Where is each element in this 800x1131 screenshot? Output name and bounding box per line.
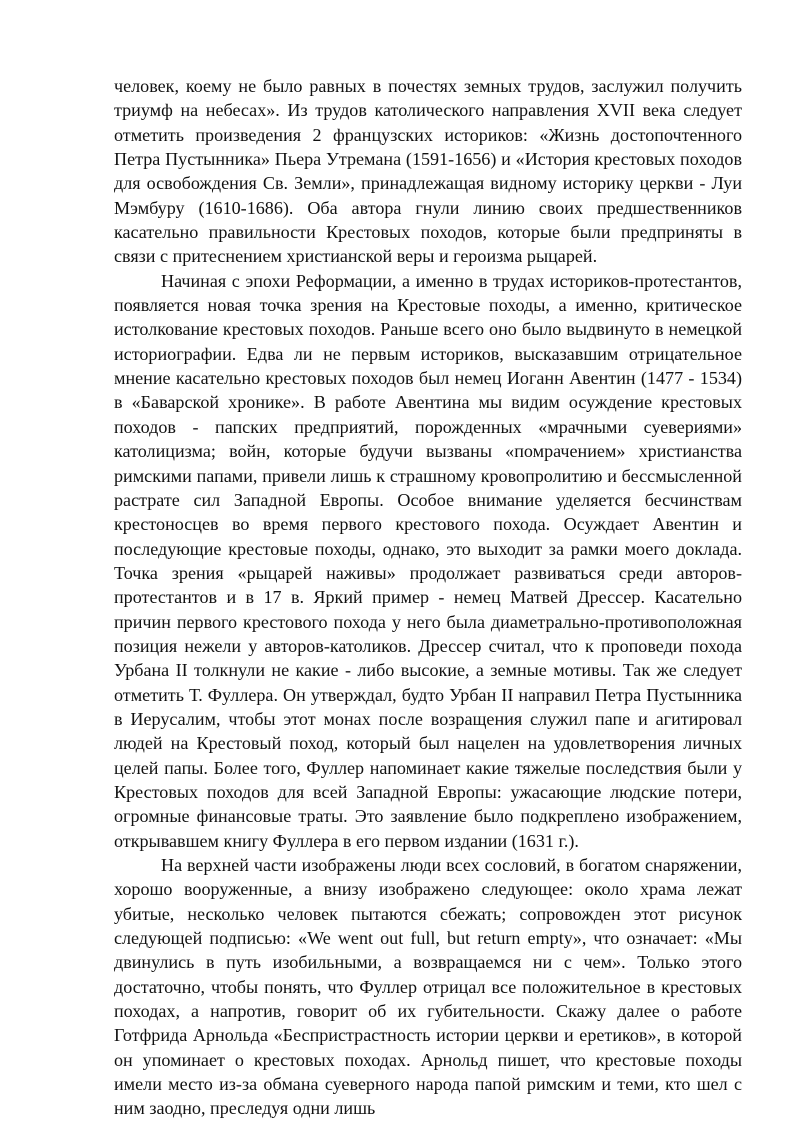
paragraph-2: Начиная с эпохи Реформации, а именно в трудах историков-протестантов, появляется новая точка зрения на Крестовые походы, а именно, критическое истолкование крестовых походов. Раньше всего оно было выдвинуто в немецкой историографии. Едва ли не первым историков, высказавшим отрицательное мнение касательно крестовых походов был немец Иоганн Авентин (1477 - 1534) в «Баварской хронике». В работе Авентина мы видим осуждение крестовых походов - папских предприятий, порожденных «мрачными суевериями» католицизма; войн, которые будучи вызваны «помрачением» христианства римскими папами, привели лишь к страшному кровопролитию и бессмысленной растрате сил Западной Европы. Особое внимание уделяется бесчинствам крестоносцев во время первого крестового похода. Осуждает Авентин и последующие крестовые походы, однако, это выходит за рамки моего доклада. Точка зрения «рыцарей наживы» продолжает развиваться среди авторов-протестантов и в 17 в. Яркий пример - немец Матвей Дрессер. Касательно причин первого крестового похода у него была диаметрально-противоположная позиция нежели у авторов-католиков. Дрессер считал, что к проповеди похода Урбана II толкнули не какие - либо высокие, а земные мотивы. Так же следует отметить Т. Фуллера. Он утверждал, будто Урбан II направил Петра Пустынника в Иерусалим, чтобы этот монах после возращения служил папе и агитировал людей на Крестовый поход, который был нацелен на удовлетворения личных целей папы. Более того, Фуллер напоминает какие тяжелые последствия были у Крестовых походов для всей Западной Европы: ужасающие людские потери, огромные финансовые траты. Это заявление было подкреплено изображением, открывавшем книгу Фуллера в его первом издании (1631 г.). — [114, 270, 742, 851]
document-page — [114, 74, 742, 1121]
paragraph-1: человек, коему не было равных в почестях земных трудов, заслужил получить триумф на небесах». Из трудов католического направления XVII века следует отметить произведения 2 французских историков: «Жизнь достопочтенного Петра Пустынника» Пьера Утремана (1591-1656) и «История крестовых походов для освобождения Св. Земли», принадлежащая видному историку церкви - Луи Мэмбуру (1610-1686). Оба автора гнули линию своих предшественников касательно правильности Крестовых походов, которые были предприняты в связи с притеснением христианской веры и героизма рыцарей. — [114, 76, 742, 267]
paragraph-3: На верхней части изображены люди всех сословий, в богатом снаряжении, хорошо вооруженные, а внизу изображено следующее: около храма лежат убитые, несколько человек пытаются сбежать; сопровожден этот рисунок следующей подписью: «We went out full, but return empty», что означает: «Мы двинулись в путь изобильными, а возвращаемся ни с чем». Только этого достаточно, чтобы понять, что Фуллер отрицал все положительное в крестовых походах, а напротив, говорит об их губительности. Скажу далее о работе Готфрида Арнольда «Беспристрастность истории церкви и еретиков», в которой он упоминает о крестовых походах. Арнольд пишет, что крестовые походы имели место из-за обмана суеверного народа папой римским и теми, кто шел с ним заодно, преследуя одни лишь — [114, 855, 742, 1119]
